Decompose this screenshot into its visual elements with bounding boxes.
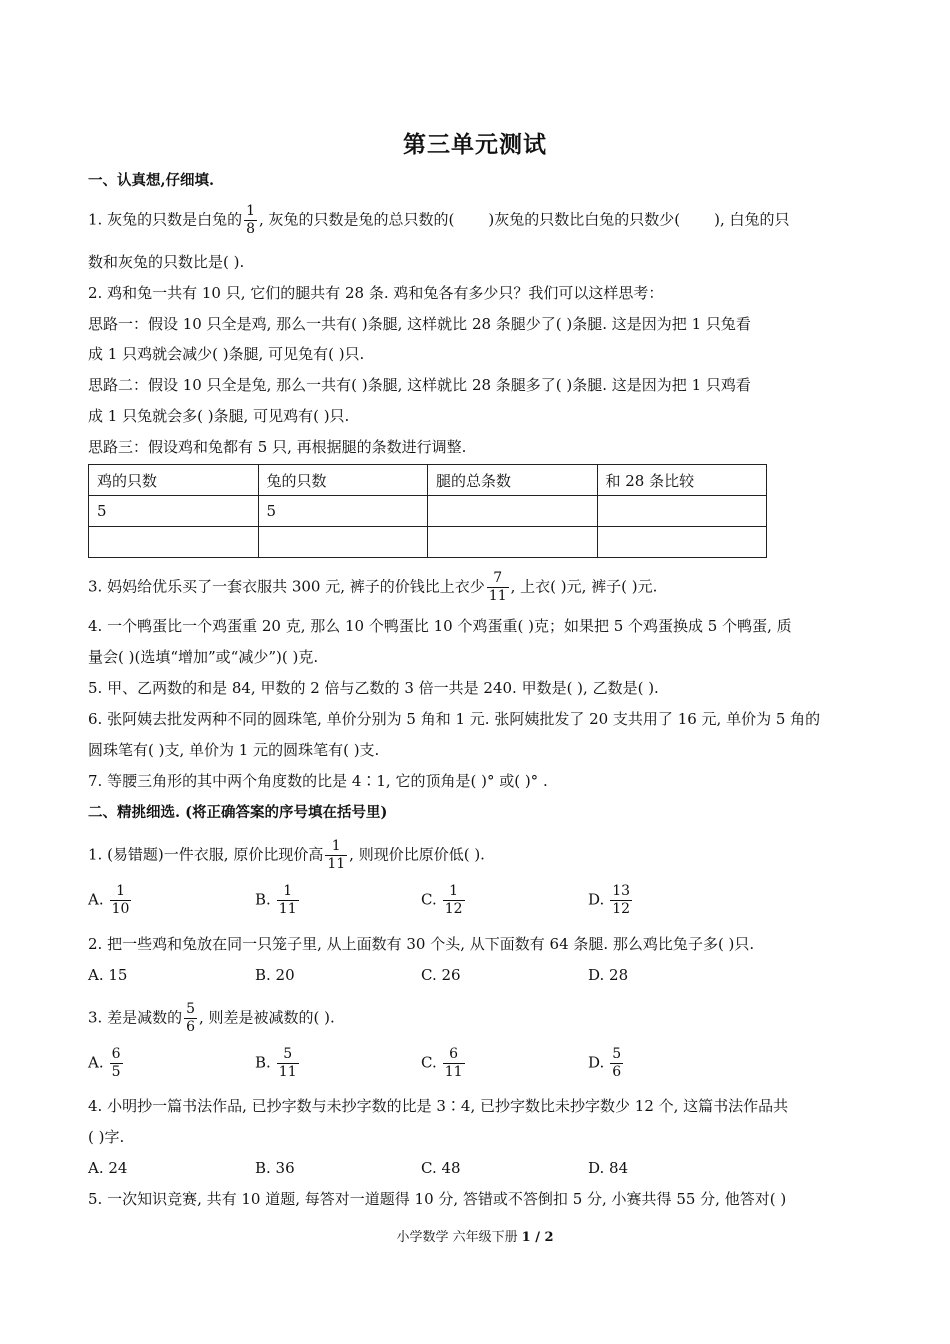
question-1-text-a: 1. 灰兔的只数是白兔的	[88, 210, 243, 229]
choice-4-option-b: B. 36	[255, 1159, 295, 1177]
question-4-line-2: 量会( )(选填“增加”或“减少”)( )克.	[88, 648, 319, 666]
fraction-numerator: 1	[325, 838, 347, 856]
table-cell	[89, 527, 259, 558]
fraction: $\frac{5}{11}$	[278, 1046, 297, 1080]
table-header-cell: 腿的总条数	[428, 465, 598, 496]
fraction-denominator: 8	[246, 221, 256, 237]
question-2-idea-1-line-1: 思路一：假设 10 只全是鸡, 那么一共有( )条腿, 这样就比 28 条腿少了( )条腿. 这是因为把 1 只兔看	[88, 315, 751, 333]
choice-4-option-c: C. 48	[421, 1159, 461, 1177]
page-footer	[0, 1226, 950, 1245]
fraction-denominator: 11	[327, 856, 346, 872]
table-cell	[428, 496, 598, 527]
question-4-line-1: 4. 一个鸭蛋比一个鸡蛋重 20 克, 那么 10 个鸭蛋比 10 个鸡蛋重( )克；如果把 5 个鸡蛋换成 5 个鸭蛋, 质	[88, 617, 792, 635]
fraction	[244, 203, 257, 238]
table-cell	[597, 527, 767, 558]
question-2-idea-1-line-2: 成 1 只鸡就会减少( )条腿, 可见兔有( )只.	[88, 345, 365, 363]
table-cell	[258, 527, 428, 558]
section-heading-choice: 二、精挑细选. (将正确答案的序号填在括号里)	[88, 804, 388, 821]
table-row	[89, 496, 767, 527]
choice-2-option-d: D. 28	[588, 966, 629, 984]
choice-3-option-c: C. $\frac{6}{11}$	[421, 1046, 463, 1080]
question-7: 7. 等腰三角形的其中两个角度数的比是 4∶1, 它的顶角是( )° 或( )° .	[88, 772, 548, 790]
fraction-numerator: 1	[246, 203, 256, 219]
table-header-cell: 鸡的只数	[89, 465, 259, 496]
question-3-text-b: , 上衣( )元, 裤子( )元.	[510, 577, 658, 596]
choice-4-line-2: ( )字.	[88, 1128, 125, 1146]
footer-subject: 小学数学 六年级下册	[396, 1230, 518, 1245]
question-5: 5. 甲、乙两数的和是 84, 甲数的 2 倍与乙数的 3 倍一共是 240. 甲数是( ), 乙数是( ).	[88, 679, 659, 697]
question-1-line-1	[88, 203, 878, 238]
fraction-numerator: 7	[487, 570, 509, 588]
choice-1	[88, 838, 878, 873]
choice-3	[88, 1001, 878, 1036]
fraction: $\frac{1}{11}$	[278, 883, 297, 917]
table-header-cell: 和 28 条比较	[597, 465, 767, 496]
fraction	[487, 570, 509, 605]
question-2-idea-3: 思路三：假设鸡和兔都有 5 只, 再根据腿的条数进行调整.	[88, 438, 467, 456]
fraction: $\frac{6}{5}$	[111, 1046, 121, 1080]
question-2-idea-2-line-2: 成 1 只兔就会多( )条腿, 可见鸡有( )只.	[88, 407, 350, 425]
choice-3-text-b: , 则差是被减数的( ).	[199, 1008, 335, 1027]
choice-1-option-b: B. $\frac{1}{11}$	[255, 883, 297, 917]
table-cell	[597, 496, 767, 527]
question-1-text-c: )灰兔的只数比白兔的只数少(	[488, 210, 681, 229]
choice-2-option-b: B. 20	[255, 966, 295, 984]
question-6-line-2: 圆珠笔有( )支, 单价为 1 元的圆珠笔有( )支.	[88, 741, 380, 759]
fraction	[325, 838, 347, 873]
table-cell	[428, 527, 598, 558]
table-row	[89, 527, 767, 558]
question-1-line-2: 数和灰兔的只数比是( ).	[88, 253, 245, 271]
choice-1-text-a: 1. (易错题)一件衣服, 原价比现价高	[88, 845, 324, 864]
page-number: 1 / 2	[521, 1230, 554, 1245]
choice-3-option-d: D. $\frac{5}{6}$	[588, 1046, 622, 1080]
fraction: $\frac{13}{12}$	[612, 883, 631, 917]
question-1-text-b: , 灰兔的只数是兔的总只数的(	[259, 210, 455, 229]
table-cell: 5	[89, 496, 259, 527]
choice-2: 2. 把一些鸡和兔放在同一只笼子里, 从上面数有 30 个头, 从下面数有 64 条腿. 那么鸡比兔子多( )只.	[88, 935, 755, 953]
fraction: $\frac{1}{12}$	[444, 883, 463, 917]
choice-4-option-d: D. 84	[588, 1159, 629, 1177]
question-3-text-a: 3. 妈妈给优乐买了一套衣服共 300 元, 裤子的价钱比上衣少	[88, 577, 485, 596]
choice-2-option-c: C. 26	[421, 966, 461, 984]
choice-1-option-a: A. $\frac{1}{10}$	[88, 883, 130, 917]
choice-1-option-d: D. $\frac{13}{12}$	[588, 883, 631, 917]
table-header-cell: 兔的只数	[258, 465, 428, 496]
fraction-numerator: 5	[186, 1001, 196, 1017]
table-cell: 5	[258, 496, 428, 527]
choice-3-option-a: A. $\frac{6}{5}$	[88, 1046, 121, 1080]
section-heading-fill-blank: 一、认真想,仔细填.	[88, 172, 215, 189]
question-2-intro: 2. 鸡和兔一共有 10 只, 它们的腿共有 28 条. 鸡和兔各有多少只？我们可以这样思考：	[88, 284, 664, 302]
reasoning-table	[88, 464, 767, 558]
page-title: 第三单元测试	[403, 131, 547, 158]
choice-4-option-a: A. 24	[88, 1159, 128, 1177]
choice-5: 5. 一次知识竞赛, 共有 10 道题, 每答对一道题得 10 分, 答错或不答倒扣 5 分, 小赛共得 55 分, 他答对( )	[88, 1190, 787, 1208]
fraction: $\frac{5}{6}$	[612, 1046, 622, 1080]
choice-1-option-c: C. $\frac{1}{12}$	[421, 883, 463, 917]
fraction-denominator: 11	[488, 588, 507, 604]
fraction	[184, 1001, 197, 1036]
choice-3-option-b: B. $\frac{5}{11}$	[255, 1046, 297, 1080]
fraction-denominator: 6	[186, 1019, 196, 1035]
question-2-idea-2-line-1: 思路二：假设 10 只全是兔, 那么一共有( )条腿, 这样就比 28 条腿多了( )条腿. 这是因为把 1 只鸡看	[88, 376, 751, 394]
table-header-row	[89, 465, 767, 496]
choice-1-text-b: , 则现价比原价低( ).	[349, 845, 485, 864]
choice-3-text-a: 3. 差是减数的	[88, 1008, 183, 1027]
choice-2-option-a: A. 15	[88, 966, 128, 984]
fraction: $\frac{6}{11}$	[444, 1046, 463, 1080]
question-6-line-1: 6. 张阿姨去批发两种不同的圆珠笔, 单价分别为 5 角和 1 元. 张阿姨批发了 20 支共用了 16 元, 单价为 5 角的	[88, 710, 821, 728]
fraction: $\frac{1}{10}$	[111, 883, 130, 917]
question-1-text-d: ), 白兔的只	[714, 210, 790, 229]
choice-4-line-1: 4. 小明抄一篇书法作品, 已抄字数与未抄字数的比是 3∶4, 已抄字数比未抄字数少 12 个, 这篇书法作品共	[88, 1097, 789, 1115]
question-3	[88, 570, 878, 605]
